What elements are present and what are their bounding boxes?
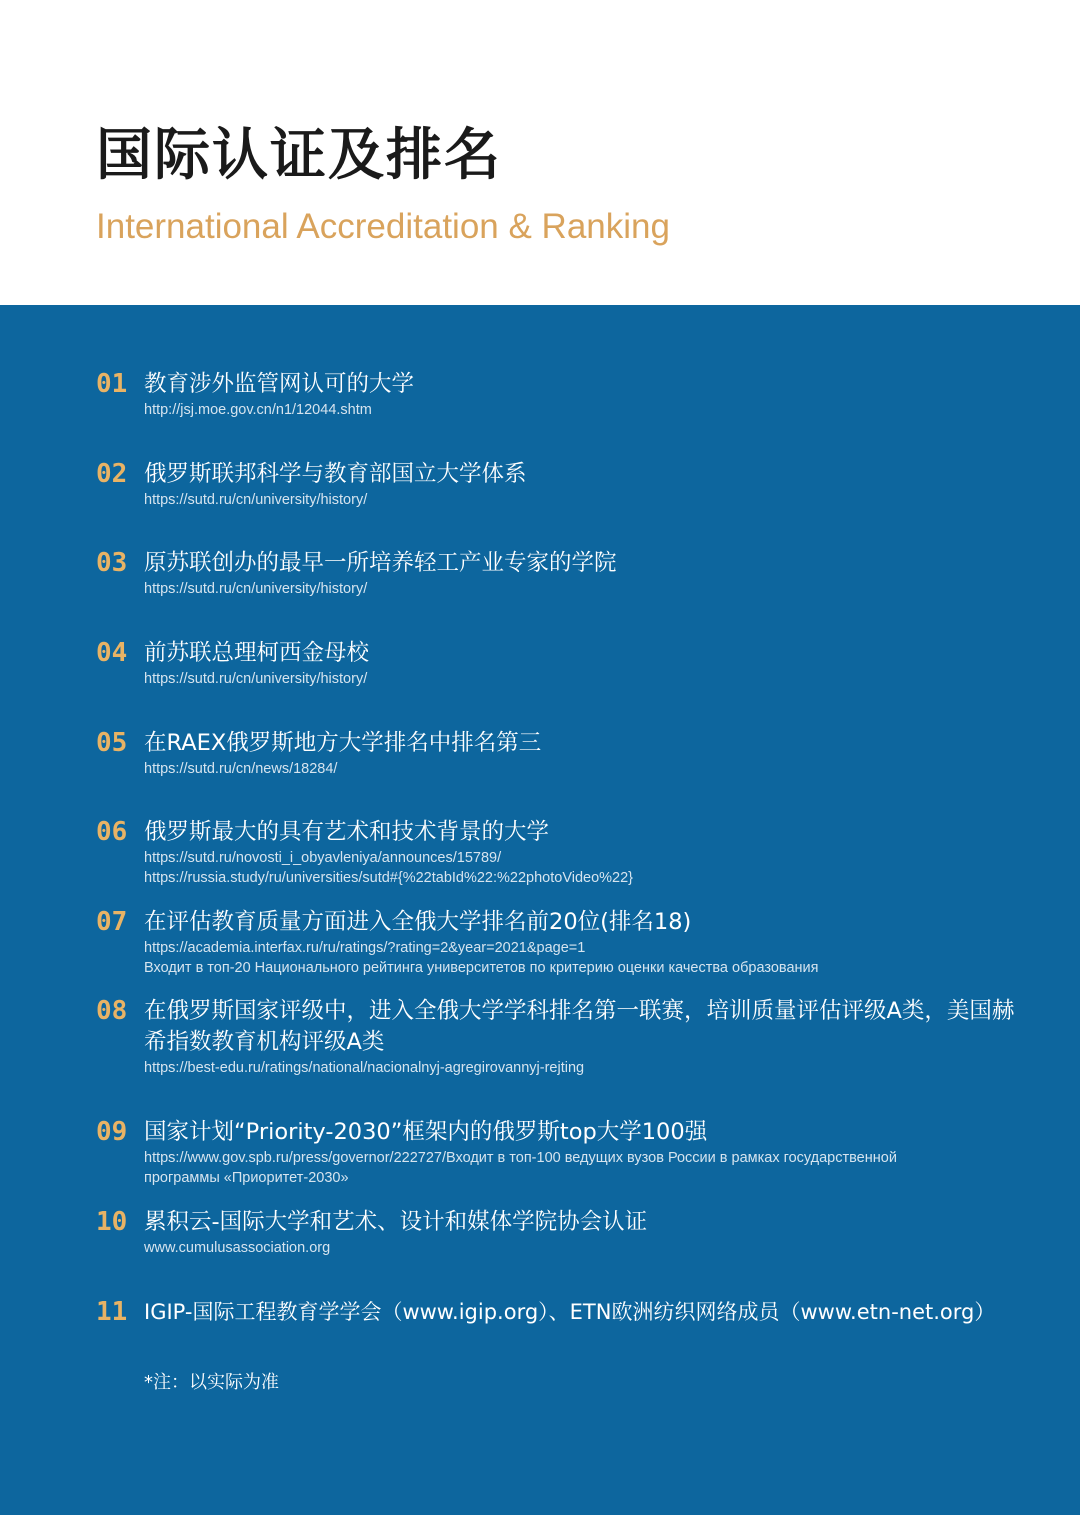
item-number: 09	[96, 1117, 128, 1147]
item-link[interactable]: https://sutd.ru/cn/university/history/	[144, 671, 368, 687]
item-link[interactable]: https://sutd.ru/novosti_i_obyavleniya/announces/15789/	[144, 850, 502, 866]
item-link[interactable]: https://sutd.ru/cn/news/18284/	[144, 761, 338, 777]
item-title: 累积云-国际大学和艺术、设计和媒体学院协会认证	[144, 1209, 648, 1235]
page-header	[0, 0, 1080, 305]
item-link[interactable]: https://best-edu.ru/ratings/national/nacionalnyj-agregirovannyj-rejting	[144, 1060, 585, 1076]
item-title: 在RAEX俄罗斯地方大学排名中排名第三	[144, 730, 542, 756]
page-subtitle: International Accreditation & Ranking	[96, 207, 670, 246]
item-title: 俄罗斯联邦科学与教育部国立大学体系	[144, 461, 527, 487]
item-number: 02	[96, 459, 128, 489]
item-number: 10	[96, 1207, 128, 1237]
item-title: 前苏联总理柯西金母校	[144, 640, 370, 666]
item-number: 01	[96, 369, 128, 399]
item-title: 教育涉外监管网认可的大学	[144, 371, 415, 397]
item-description: Входит в топ-20 Национального рейтинга университетов по критерию оценки качества образования	[144, 960, 819, 976]
item-title: 在评估教育质量方面进入全俄大学排名前20位(排名18)	[144, 909, 692, 935]
item-number: 05	[96, 728, 128, 758]
item-link[interactable]: https://academia.interfax.ru/ru/ratings/?rating=2&year=2021&page=1	[144, 940, 586, 956]
item-link[interactable]: www.cumulusassociation.org	[144, 1240, 331, 1256]
item-link[interactable]: https://russia.study/ru/universities/sutd#{%22tabId%22:%22photoVideo%22}	[144, 870, 634, 886]
item-number: 07	[96, 907, 128, 937]
item-title: 原苏联创办的最早一所培养轻工产业专家的学院	[144, 550, 617, 576]
item-number: 06	[96, 817, 128, 847]
item-number: 03	[96, 548, 128, 578]
item-title: 在俄罗斯国家评级中，进入全俄大学学科排名第一联赛，培训质量评估评级A类，美国赫希指数教育机构评级A类	[144, 998, 1015, 1055]
item-link[interactable]: https://sutd.ru/cn/university/history/	[144, 492, 368, 508]
item-link[interactable]: https://sutd.ru/cn/university/history/	[144, 581, 368, 597]
item-title: IGIP-国际工程教育学学会（www.igip.org）、ETN欧洲纺织网络成员（www.etn-net.org）	[144, 1300, 996, 1324]
item-link[interactable]: http://jsj.moe.gov.cn/n1/12044.shtm	[144, 402, 372, 418]
item-number: 11	[96, 1297, 128, 1327]
item-number: 08	[96, 996, 128, 1026]
item-title: 国家计划“Priority-2030”框架内的俄罗斯top大学100强	[144, 1119, 708, 1145]
item-title: 俄罗斯最大的具有艺术和技术背景的大学	[144, 819, 550, 845]
page-title: 国际认证及排名	[96, 123, 502, 188]
item-link[interactable]: https://www.gov.spb.ru/press/governor/222727/Входит в топ-100 ведущих вузов России в рамках государственной программы «Приоритет-2030»	[144, 1150, 897, 1186]
footnote: *注：以实际为准	[144, 1372, 279, 1393]
item-number: 04	[96, 638, 128, 668]
